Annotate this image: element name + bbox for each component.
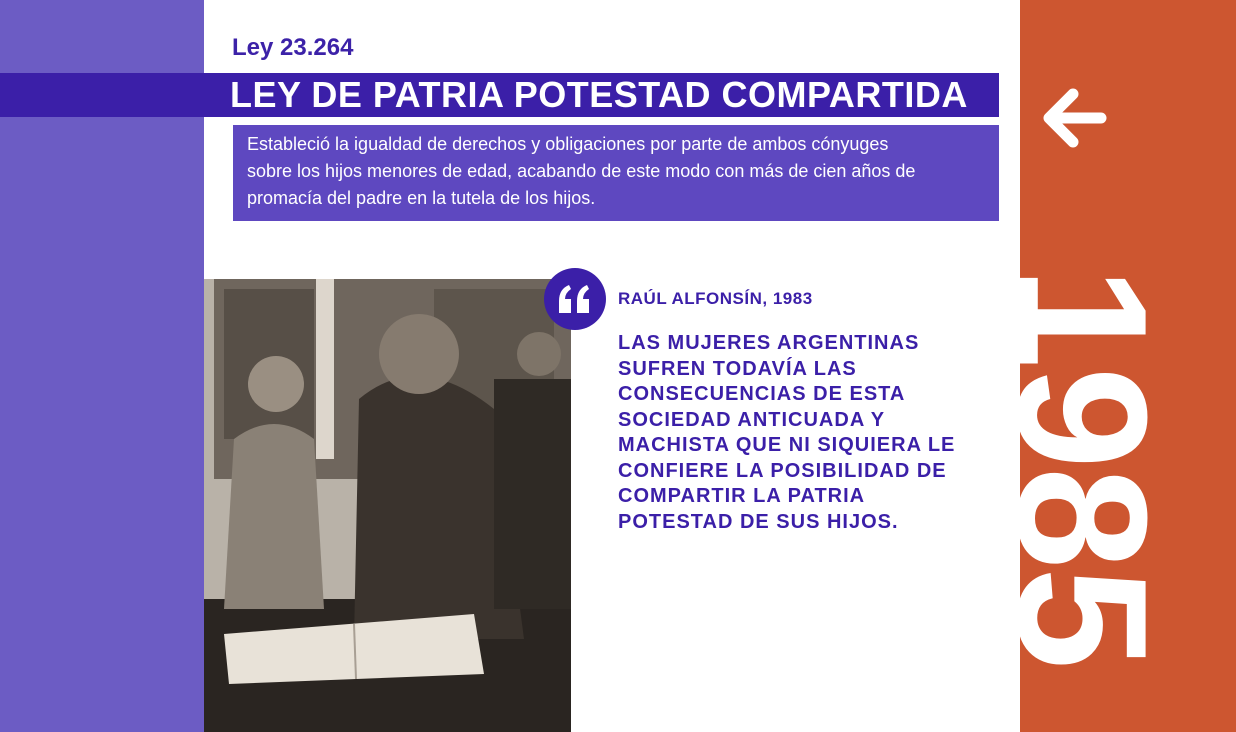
arrow-left-icon[interactable] — [1041, 86, 1109, 150]
law-description: Estableció la igualdad de derechos y obligaciones por parte de ambos cónyuges sobre los hijos menores de edad, acabando de este modo con más de cien años de promacía del padre en la tutela de los hijos. — [247, 134, 916, 208]
year-label: 1985 — [980, 266, 1186, 668]
law-number: Ley 23.264 — [232, 34, 354, 61]
description-box — [233, 125, 999, 221]
law-title: LEY DE PATRIA POTESTAD COMPARTIDA — [230, 74, 968, 115]
quote-text: LAS MUJERES ARGENTINAS SUFREN TODAVÍA LAS CONSECUENCIAS DE ESTA SOCIEDAD ANTICUADA Y MACHISTA QUE NI SIQUIERA LE CONFIERE LA POSIBILIDAD DE COMPARTIR LA PATRIA POTESTAD DE SUS HIJOS. — [618, 332, 956, 533]
quote-icon — [544, 268, 606, 330]
quote-author: RAÚL ALFONSÍN, 1983 — [618, 289, 813, 308]
historical-photo — [204, 279, 571, 732]
